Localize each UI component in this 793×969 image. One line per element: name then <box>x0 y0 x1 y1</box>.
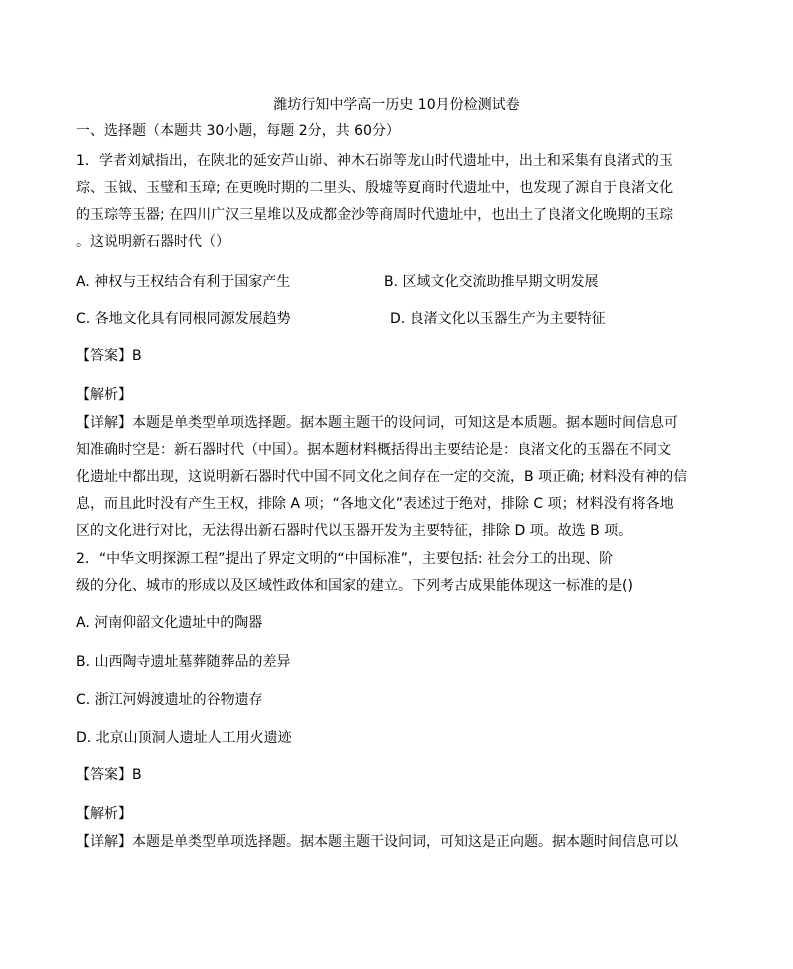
q1-explanation-line-5: 区的文化进行对比，无法得出新石器时代以玉器开发为主要特征，排除 D 项。故选 B 项。 <box>76 523 633 539</box>
q1-explanation-line-1: 【详解】本题是单类型单项选择题。据本题主题干的设问词，可知这是本质题。据本题时间信息可 <box>76 415 678 431</box>
document-title: 潍坊行知中学高一历史 10月份检测试卷 <box>273 97 520 113</box>
q2-option-d: D. 北京山顶洞人遗址人工用火遗迹 <box>76 730 292 746</box>
q1-answer: 【答案】B <box>76 348 142 364</box>
q1-option-a: A. 神权与王权结合有利于国家产生 <box>76 274 291 290</box>
q2-option-c: C. 浙江河姆渡遗址的谷物遗存 <box>76 692 263 708</box>
q2-answer: 【答案】B <box>76 767 142 783</box>
q2-option-a: A. 河南仰韶文化遗址中的陶器 <box>76 615 263 631</box>
section-heading: 一、选择题（本题共 30小题，每题 2分，共 60分） <box>76 123 400 139</box>
q1-stem-line-2: 琮、玉钺、玉璧和玉璋; 在更晚时期的二里头、殷墟等夏商时代遗址中，也发现了源自于良渚文化 <box>76 180 674 196</box>
q2-stem-line-2: 级的分化、城市的形成以及区域性政体和国家的建立。下列考古成果能体现这一标准的是() <box>76 578 633 594</box>
q2-explanation-line-1: 【详解】本题是单类型单项选择题。据本题主题干设问词，可知这是正向题。据本题时间信息可以 <box>76 834 678 850</box>
q2-option-b: B. 山西陶寺遗址墓葬随葬品的差异 <box>76 654 291 670</box>
q1-option-c: C. 各地文化具有同根同源发展趋势 <box>76 311 291 327</box>
q1-analysis-label: 【解析】 <box>76 387 132 403</box>
q1-explanation-line-4: 息，而且此时没有产生王权，排除 A 项；“各地文化”表述过于绝对，排除 C 项；材料没有将各地 <box>76 496 674 512</box>
q1-option-d: D. 良渚文化以玉器生产为主要特征 <box>390 311 606 327</box>
q1-stem-line-3: 的玉琮等玉器; 在四川广汉三星堆以及成都金沙等商周时代遗址中，也出土了良渚文化晚期的玉琮 <box>76 207 674 223</box>
q1-explanation-line-2: 知准确时空是：新石器时代（中国）。据本题材料概括得出主要结论是：良渚文化的玉器在不同文 <box>76 442 671 458</box>
q1-stem-line-4: 。这说明新石器时代（） <box>76 234 230 250</box>
q1-explanation-line-3: 化遗址中都出现，这说明新石器时代中国不同文化之间存在一定的交流，B 项正确; 材料没有神的信 <box>76 469 688 485</box>
q1-option-b: B. 区域文化交流助推早期文明发展 <box>384 274 599 290</box>
q1-stem-line-1: 1．学者刘斌指出，在陕北的延安芦山峁、神木石峁等龙山时代遗址中，出土和采集有良渚式的玉 <box>76 153 673 169</box>
q2-stem-line-1: 2．“中华文明探源工程”提出了界定文明的“中国标准”，主要包括: 社会分工的出现、阶 <box>76 551 614 567</box>
q2-analysis-label: 【解析】 <box>76 806 132 822</box>
